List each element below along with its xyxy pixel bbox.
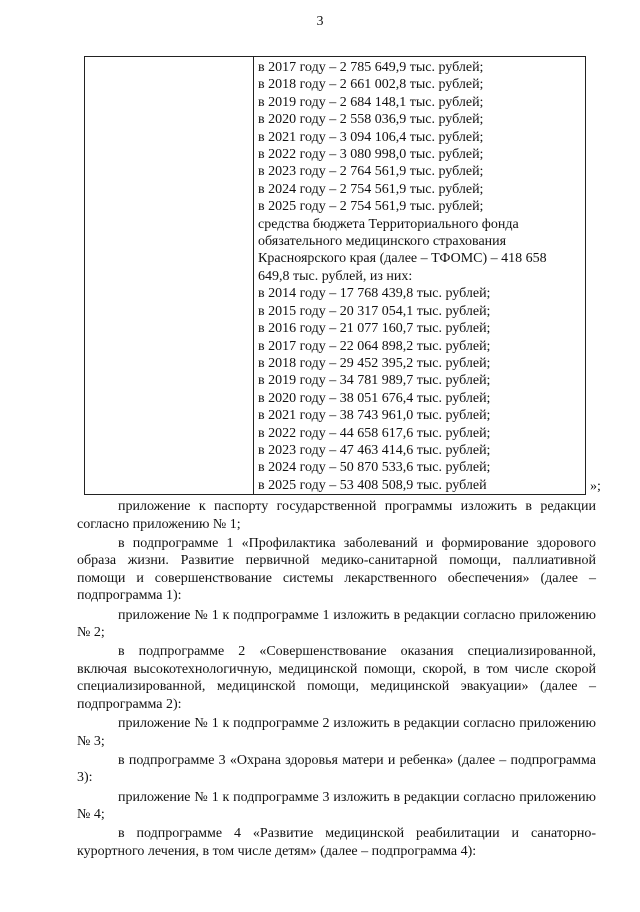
paragraph: в подпрограмме 3 «Охрана здоровья матери и ребенка» (далее – подпрограмма 3): <box>77 752 596 786</box>
tfoms-line: 649,8 тыс. рублей, из них: <box>258 268 413 284</box>
paragraph: приложение к паспорту государственной программы изложить в редакции согласно приложению № 1; <box>77 499 596 532</box>
budget-line: в 2021 году – 38 743 961,0 тыс. рублей; <box>258 408 491 424</box>
tfoms-line: средства бюджета Территориального фонда <box>258 216 519 232</box>
budget-line: в 2020 году – 38 051 676,4 тыс. рублей; <box>258 390 491 406</box>
budget-line: в 2015 году – 20 317 054,1 тыс. рублей; <box>258 303 491 319</box>
budget-line: в 2025 году – 2 754 561,9 тыс. рублей; <box>258 199 484 215</box>
budget-line: в 2020 году – 2 558 036,9 тыс. рублей; <box>258 112 484 128</box>
paragraph: в подпрограмме 2 «Совершенствование оказания специализированной, включая высокотехнологичную, медицинской помощи, скорой, в том числе скорой специализированной, медицинской помощи, медицинской эвакуации» (далее – подпрограмма 2): <box>77 644 596 713</box>
budget-line: в 2017 году – 22 064 898,2 тыс. рублей; <box>258 338 491 354</box>
amendment-paragraphs <box>77 498 596 862</box>
budget-line: в 2022 году – 44 658 617,6 тыс. рублей; <box>258 425 491 441</box>
budget-line: в 2022 году – 3 080 998,0 тыс. рублей; <box>258 147 484 163</box>
tfoms-line: Красноярского края (далее – ТФОМС) – 418 658 <box>258 251 547 267</box>
budget-line: в 2024 году – 2 754 561,9 тыс. рублей; <box>258 181 484 197</box>
table-right-cell <box>254 57 585 494</box>
paragraph: приложение № 1 к подпрограмме 3 изложить в редакции согласно приложению № 4; <box>77 789 596 823</box>
budget-line: в 2024 году – 50 870 533,6 тыс. рублей; <box>258 460 491 476</box>
budget-line: в 2025 году – 53 408 508,9 тыс. рублей <box>258 477 487 493</box>
budget-line: в 2019 году – 34 781 989,7 тыс. рублей; <box>258 373 491 389</box>
tfoms-line: обязательного медицинского страхования <box>258 234 507 250</box>
paragraph: приложение № 1 к подпрограмме 2 изложить в редакции согласно приложению № 3; <box>77 716 596 749</box>
budget-line: в 2016 году – 21 077 160,7 тыс. рублей; <box>258 321 491 337</box>
budget-line: в 2017 году – 2 785 649,9 тыс. рублей; <box>258 60 484 75</box>
closing-quote-mark: »; <box>590 479 601 494</box>
budget-line: в 2021 году – 3 094 106,4 тыс. рублей; <box>258 129 484 145</box>
budget-line: в 2018 году – 2 661 002,8 тыс. рублей; <box>258 77 484 93</box>
budget-line: в 2014 году – 17 768 439,8 тыс. рублей; <box>258 286 491 302</box>
budget-line: в 2019 году – 2 684 148,1 тыс. рублей; <box>258 94 484 110</box>
budget-line: в 2023 году – 47 463 414,6 тыс. рублей; <box>258 442 491 458</box>
page-number: 3 <box>316 14 324 29</box>
budget-line: в 2023 году – 2 764 561,9 тыс. рублей; <box>258 164 484 180</box>
budget-line: в 2018 году – 29 452 395,2 тыс. рублей; <box>258 355 491 371</box>
paragraph: приложение № 1 к подпрограмме 1 изложить в редакции согласно приложению № 2; <box>77 607 596 641</box>
budget-table <box>84 56 586 495</box>
paragraph: в подпрограмме 1 «Профилактика заболеваний и формирование здорового образа жизни. Развитие первичной медико-санитарной помощи, паллиативной помощи и совершенствование системы лекарственного обеспечения» (далее – подпрограмма 1): <box>77 535 596 604</box>
paragraph: в подпрограмме 4 «Развитие медицинской реабилитации и санаторно-курортного лечения, в том числе детям» (далее – подпрограмма 4): <box>77 826 596 859</box>
table-left-cell <box>85 57 254 494</box>
